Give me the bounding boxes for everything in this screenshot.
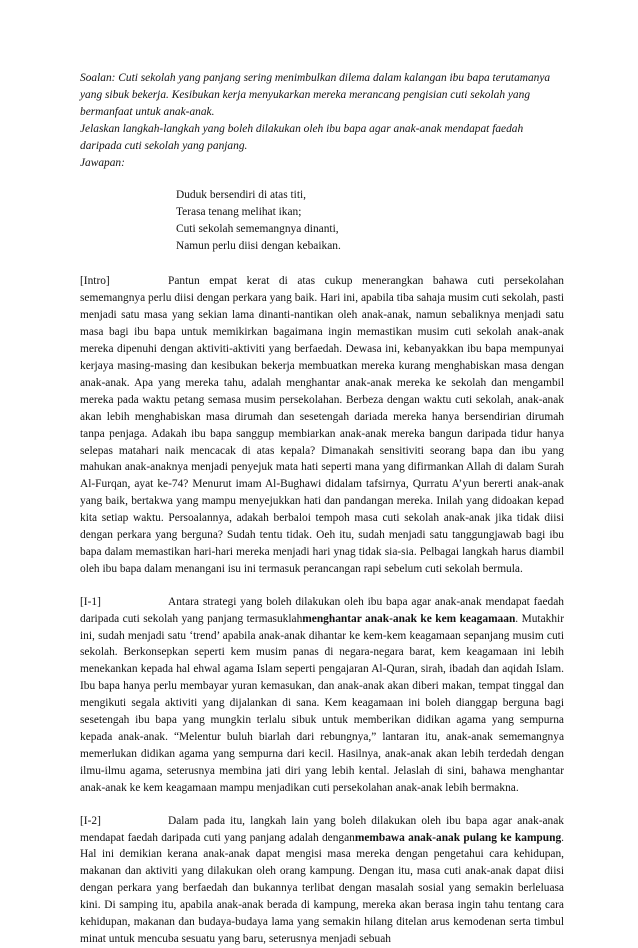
question-instruction: Jelaskan langkah-langkah yang boleh dilakukan oleh ibu bapa agar anak-anak mendapat faedah daripada cuti sekolah yang panjang. [80,122,524,152]
pantun-line: Terasa tenang melihat ikan; [176,206,302,219]
paragraph-text: . Hal ini demikian kerana anak-anak dapat mengisi masa mereka dengan pengetahui cara kehidupan, makanan dan aktiviti yang dilakukan oleh orang kampung. Dengan itu, masa cuti anak-anak dapat diisi dengan perkara yang berfaedah dan bukannya terlibat dengan masalah sosial yang semakin berleluasa kini. Di samping itu, apabila anak-anak berada di kampung, mereka akan berasa ingin tahu tentang cara kehidupan, makanan dan budaya-budaya lama yang semakin hilang ditelan arus kemodenan serta timbul minat untuk mencuba sesuatu yang baru, seterusnya menjadi sebuah [80,831,564,945]
key-point: membawa anak-anak pulang ke kampung [354,831,562,844]
paragraph-tag: [I-2] [80,814,101,827]
pantun-line: Cuti sekolah sememangnya dinanti, [176,223,339,236]
intro-paragraph [80,273,564,577]
isi-2-paragraph [80,813,564,948]
isi-1-paragraph [80,594,564,797]
pantun-line: Namun perlu diisi dengan kebaikan. [176,240,341,253]
answer-label: Jawapan: [80,156,125,169]
document-page [80,70,564,948]
paragraph-text: Pantun empat kerat di atas cukup menerangkan bahawa cuti persekolahan sememangnya perlu diisi dengan perkara yang baik. Hari ini, apabila tiba sahaja musim cuti sekolah, pasti menjadi satu masa yang sekian lama dinanti-nantikan oleh anak-anak, namun sebaliknya menjadi satu masa bagi ibu bapa untuk memikirkan bagaimana ingin memastikan musim cuti sekolah anak-anak mereka dipenuhi dengan aktiviti-aktiviti yang berfaedah. Dewasa ini, kebanyakkan ibu bapa mempunyai kerjaya masing-masing dan kesibukan bekerja membuatkan mereka kurang menghabiskan masa dengan anak-anak. Apa yang mereka tahu, adalah menghantar anak-anak mereka ke sekolah dan mengambil mereka pada waktu petang semasa musim persekolahan. Berbeza dengan waktu cuti sekolah, anak-anak akan lebih menghabiskan masa dirumah dan sesetengah dariada mereka hanya bersendirian dirumah tanpa penjaga. Adakah ibu bapa sanggup membiarkan anak-anak mereka bangun daripada tidur hanya selepas matahari naik mencacak di atas kepala? Dimanakah sensitiviti seorang bapa dan ibu yang mahukan anak-anaknya menjadi penyejuk mata hati seperti mana yang difirmankan Allah di dalam Surah Al-Furqan, ayat ke-74? Menurut imam Al-Bughawi didalam tafsirnya, Qurratu A’yun bererti anak-anak yang baik, bertakwa yang mampu menyejukkan hati dan pandangan mereka. Inilah yang didoakan kepad kita setiap waktu. Persoalannya, adakah berbaloi tempoh masa cuti sekolah anak-anak jika tidak diisi dengan perkara yang berguna? Sudah tentu tidak. Oeh itu, sudah menjadi satu tanggungjawab bagi ibu bapa dalam memastikan hari-hari mereka menjadi hari ynag tidak sia-sia. Pelbagai langkah harus diambil oleh ibu bapa dalam menangani isu ini termasuk perancangan rapi sebelum cuti sekolah bermula. [80,275,564,575]
paragraph-text: Antara strategi yang boleh dilakukan oleh ibu bapa agar anak-anak mendapat faedah daripada cuti sekolah yang panjang termasuklah [80,595,564,625]
question-block [80,70,564,171]
pantun-line: Duduk bersendiri di atas titi, [176,189,307,202]
key-point: menghantar anak-anak ke kem keagamaan [302,612,516,625]
paragraph-text: Dalam pada itu, langkah lain yang boleh dilakukan oleh ibu bapa agar anak-anak mendapat faedah daripada cuti yang panjang adalah dengan [80,814,564,844]
paragraph-text: . Mutakhir ini, sudah menjadi satu ‘trend’ apabila anak-anak dihantar ke kem-kem keagamaan sepanjang musim cuti sekolah. Berkonsepkan seperti kem musim panas di negara-negara barat, kem keagamaan ini lebih menekankan kepada hal ehwal agama Islam seperti pengajaran Al-Quran, sirah, ibadah dan aqidah Islam. Ibu bapa hanya perlu membayar yuran kemasukan, dan anak-anak akan diberi makan, tempat tinggal dan mengikuti segala aktiviti yang dijalankan di sana. Kem keagamaan ini boleh dianggap berguna bagi sesetengah ibu bapa yang mungkin terlalu sibuk untuk memberikan didikan agama yang sempurna kepada anak-anak. “Melentur buluh biarlah dari rebungnya,” lantaran itu, anak-anak sememangnya memerlukan didikan agama yang sempurna dari kecil. Hasilnya, anak-anak akan lebih terdedah dengan ilmu-ilmu agama, seterusnya membina jati diri yang lebih kental. Jelaslah di sini, bahawa menghantar anak-anak ke kem keagamaan mampu menjadikan cuti persekolahan anak-anak lebih bermakna. [80,612,565,794]
paragraph-tag: [Intro] [80,275,110,288]
question-text: Soalan: Cuti sekolah yang panjang sering menimbulkan dilema dalam kalangan ibu bapa terutamanya yang sibuk bekerja. Kesibukan kerja menyukarkan mereka merancang pengisian cuti sekolah yang bermanfaat untuk anak-anak. [80,72,551,118]
pantun [176,187,564,255]
paragraph-tag: [I-1] [80,595,101,608]
